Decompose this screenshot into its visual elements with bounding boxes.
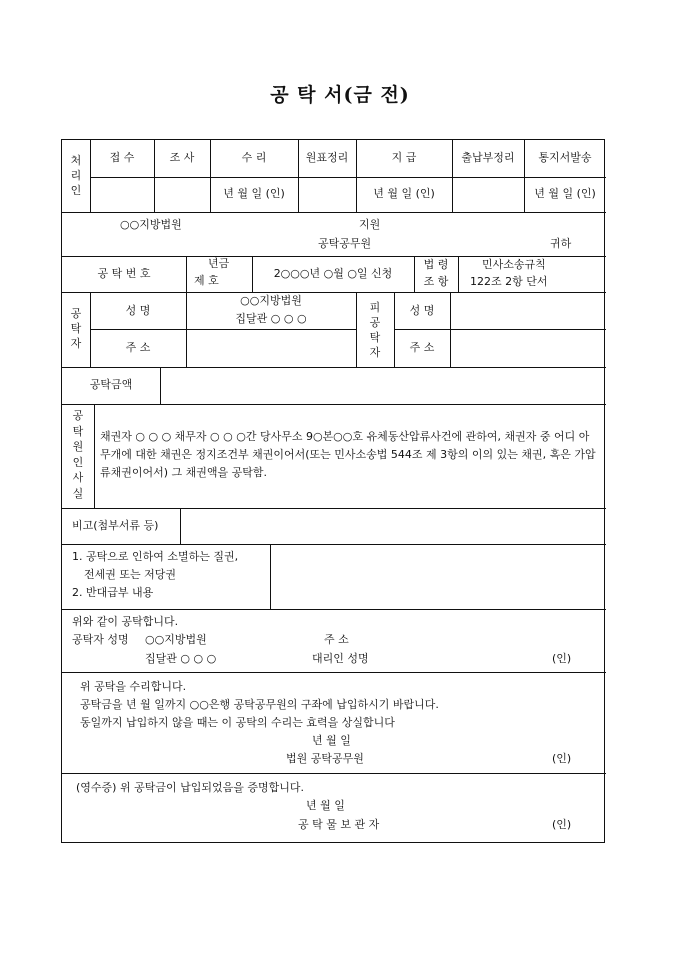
extinguished-line3: 2. 반대급부 내용 — [72, 586, 154, 599]
addressee-honorific: 귀하 — [550, 237, 572, 250]
declaration-depositor-value: ○○지방법원 — [145, 633, 207, 646]
law-label-article: 조 항 — [423, 275, 449, 288]
acceptance-officer: 법원 공탁공무원 — [286, 752, 364, 765]
acceptance-line3: 동일까지 납입하지 않을 때는 이 공탁의 수리는 효력을 상실합니다 — [80, 716, 395, 729]
depositor-name-line2: 집달관 ○ ○ ○ — [235, 312, 307, 325]
addressee-branch: 지원 — [359, 218, 381, 231]
depositor-name-label: 성 명 — [125, 304, 151, 317]
law-article-value: 122조 2항 단서 — [470, 275, 548, 288]
rule — [62, 508, 606, 509]
rule — [450, 292, 451, 367]
declaration-seal: (인) — [552, 652, 572, 665]
processing-header-cashbook: 출납부정리 — [461, 151, 515, 164]
application-date: 2○○○년 ○월 ○일 신청 — [273, 267, 393, 280]
rule — [270, 544, 271, 609]
rule — [186, 256, 187, 292]
processing-header-payment: 지 급 — [391, 151, 417, 164]
declaration-intro: 위와 같이 공탁합니다. — [72, 615, 179, 628]
notice-date-stamp: 년 월 일 (인) — [534, 187, 596, 200]
processing-header-notice: 통지서발송 — [538, 151, 592, 164]
document-title: 공 탁 서(금 전) — [270, 84, 410, 106]
rule — [394, 329, 606, 330]
deposit-year-label: 년금 — [208, 257, 230, 270]
rule — [62, 773, 606, 774]
rule — [62, 544, 606, 545]
rule — [62, 404, 606, 405]
depositor-label: 공탁자 — [70, 307, 82, 350]
depositee-address-label: 주 소 — [409, 341, 435, 354]
acceptance-line1: 위 공탁을 수리합니다. — [80, 680, 187, 693]
rule — [62, 212, 606, 213]
depositor-address-label: 주 소 — [125, 341, 151, 354]
processing-header-receipt: 접 수 — [109, 151, 135, 164]
deposit-number-label: 공 탁 번 호 — [97, 267, 151, 280]
rule — [94, 404, 95, 508]
rule — [62, 609, 606, 610]
payment-date-stamp: 년 월 일 (인) — [373, 187, 435, 200]
rule — [62, 367, 606, 368]
receipt-date: 년 월 일 — [306, 799, 345, 812]
declaration-depositor-label: 공탁자 성명 — [72, 633, 129, 646]
depositee-name-label: 성 명 — [409, 304, 435, 317]
extinguished-line1: 1. 공탁으로 인하여 소멸하는 질권, — [72, 550, 239, 563]
rule — [62, 292, 606, 293]
law-value: 민사소송규칙 — [482, 258, 546, 271]
processing-header-acceptance: 수 리 — [241, 151, 267, 164]
extinguished-line2: 전세권 또는 저당권 — [84, 568, 177, 581]
rule — [160, 367, 161, 404]
declaration-depositor-value2: 집달관 ○ ○ ○ — [145, 652, 217, 665]
reason-label: 공탁원인사실 — [72, 409, 84, 500]
processing-header-inspection: 조 사 — [169, 151, 195, 164]
processing-label: 처리인 — [70, 154, 82, 197]
receipt-seal: (인) — [552, 818, 572, 831]
rule — [356, 292, 357, 367]
rule — [90, 329, 356, 330]
acceptance-date: 년 월 일 — [312, 734, 351, 747]
remarks-label: 비고(첨부서류 등) — [72, 519, 159, 532]
rule — [458, 256, 459, 292]
declaration-agent-label: 대리인 성명 — [312, 652, 369, 665]
rule — [180, 508, 181, 544]
addressee-court: ○○지방법원 — [120, 218, 182, 231]
acceptance-seal: (인) — [552, 752, 572, 765]
reason-text: 채권자 ○ ○ ○ 채무자 ○ ○ ○간 당사무소 9○본○○호 유체동산압류사건에 관하여, 채권자 중 어디 아무개에 대한 채권은 정지조건부 채권이어서(또는 민사소송법 544조 제 3항의 이의 있는 채권, 혹은 가압류채권이어서) 그 채권액을 공탁함. — [100, 430, 596, 479]
deposit-form — [61, 139, 605, 843]
processing-header-ledger: 원표정리 — [305, 151, 349, 164]
rule — [62, 672, 606, 673]
receipt-line1: (영수증) 위 공탁금이 납입되었음을 증명합니다. — [76, 781, 304, 794]
receipt-officer: 공 탁 물 보 관 자 — [298, 818, 380, 831]
acceptance-date-stamp: 년 월 일 (인) — [223, 187, 285, 200]
law-label: 법 령 — [423, 258, 449, 271]
rule — [90, 177, 606, 178]
depositee-label: 피공탁자 — [369, 301, 381, 359]
addressee-officer: 공탁공무원 — [318, 237, 372, 250]
depositor-name-line1: ○○지방법원 — [240, 294, 302, 307]
deposit-number-slot: 제 호 — [194, 274, 219, 287]
acceptance-line2: 공탁금을 년 월 일까지 ○○은행 공탁공무원의 구좌에 납입하시기 바랍니다. — [80, 698, 439, 711]
amount-label: 공탁금액 — [89, 378, 133, 391]
declaration-address-label: 주 소 — [324, 633, 349, 646]
rule — [62, 256, 606, 257]
